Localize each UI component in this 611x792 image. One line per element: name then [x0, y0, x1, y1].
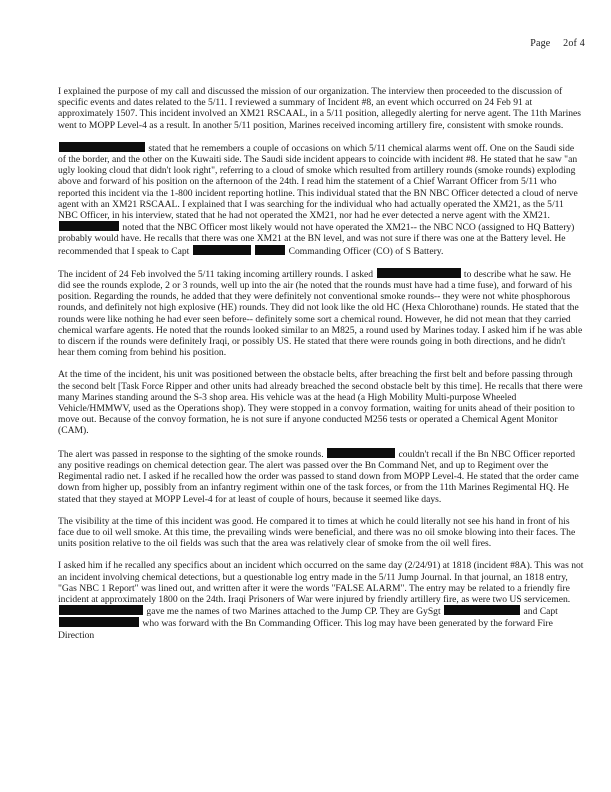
page-number: 2of 4 [563, 38, 585, 49]
paragraph-text: noted that the NBC Officer most likely would not have operated the XM21-- the NBC NCO (assigned to HQ Battery) probably would have. He recalls that there was one XM21 at the BN level, and was not sure if there was one at the Battery level. He recommended that I speak to Capt [58, 222, 575, 257]
redaction-block [59, 142, 145, 152]
paragraph-text: stated that he remembers a couple of occasions on which 5/11 chemical alarms went off. One on the Saudi side of the border, and the other on the Kuwaiti side. The Saudi side incident appears to coincide with incident #8. He stated that he saw "an ugly looking cloud that didn't look right", referring to a cloud of smoke which resulted from artillery rounds (smoke rounds) exploding above and forward of his position on the afternoon of the 24th. I read him the statement of a Chief Warrant Officer from 5/11 who reported this incident via the 1-800 incident reporting hotline. This individual stated that the BN NBC Officer detected a cloud of nerve agent with an XM21 RSCAAL. I explained that I was searching for the individual who had actually operated the XM21, as the 5/11 NBC Officer, in his interview, stated that he had not operated the XM21, nor had he ever detected a nerve agent with the XM21. [58, 142, 578, 222]
page-header [530, 38, 585, 49]
paragraph-visibility [58, 516, 584, 550]
paragraph-alarms [58, 142, 584, 257]
paragraph-text: who was forward with the Bn Commanding Officer. This log may have been generated by the forward Fire Direction [58, 618, 553, 641]
redaction-block [59, 605, 143, 615]
paragraph-text: The alert was passed in response to the sighting of the smoke rounds. [58, 448, 324, 460]
paragraph-incident-24-feb [58, 268, 584, 359]
redaction-block [444, 605, 520, 615]
redaction-block [377, 268, 461, 278]
paragraph-text: Commanding Officer (CO) of S Battery. [288, 245, 444, 257]
paragraph-incident-8a [58, 560, 584, 640]
redaction-block [327, 448, 395, 458]
redaction-block [59, 617, 139, 627]
paragraph-text: to describe what he saw. He did see the rounds explode, 2 or 3 rounds, well up into the air (he noted that the rounds must have had a time fuse), and forward of his position. Regarding the rounds, he added that they were definitely not conventional smoke rounds-- they were not white phosphorous rounds, and definitely not high explosive (HE) rounds. They did not look like the old HC (Hexa Chlorothane) rounds. He stated that the rounds were like nothing he had ever seen before-- definitely some sort a chemical round. However, he did not mean that they carried chemical warfare agents. He noted that the rounds looked similar to an M825, a round used by Marines today. I asked him if he was able to discern if the rounds were definitely Iraqi, or possibly US. He stated that there were rounds going in both directions, and he didn't hear them coming from behind his position. [58, 268, 583, 359]
paragraph-text: couldn't recall if the Bn NBC Officer reported any positive readings on chemical detection gear. The alert was passed over the Bn Command Net, and up to Regiment over the Regimental radio net. I asked if he recalled how the order was passed to stand down from MOPP Level-4. He stated that the order came down from higher up, possibly from an infantry regiment within one of the task forces, or from the 11th Marines Regimental HQ. He stated that they stayed at MOPP Level-4 for at least of couple of hours, because it seemed like days. [58, 448, 579, 505]
paragraph-text: I explained the purpose of my call and discussed the mission of our organization. The interview then proceeded to the discussion of specific events and dates related to the 5/11. I reviewed a summary of Incident #8, an event which occurred on 24 Feb 91 at approximately 1507. This incident involved an XM21 RSCAAL, in a 5/11 position, allegedly alerting for nerve agent. The 11th Marines went to MOPP Level-4 as a result. In another 5/11 position, Marines received incoming artillery fire, consistent with smoke rounds. [58, 86, 582, 131]
paragraph-text: The incident of 24 Feb involved the 5/11 taking incoming artillery rounds. I asked [58, 268, 374, 280]
paragraph-text: The visibility at the time of this incident was good. He compared it to times at which he could literally not see his hand in front of his face due to oil well smoke. At this time, the prevailing winds were beneficial, and there was no oil smoke blowing into their faces. The units position relative to the oil fields was such that the area was relatively clear of smoke from the oil well fires. [58, 515, 576, 550]
paragraph-alert [58, 448, 584, 505]
redaction-block [193, 245, 251, 255]
paragraph-text: and Capt [523, 606, 558, 618]
redaction-block [255, 245, 285, 255]
paragraph-intro [58, 86, 584, 131]
paragraph-unit-position [58, 369, 584, 436]
page-label: Page [530, 38, 551, 49]
paragraph-text: gave me the names of two Marines attached to the Jump CP. They are GySgt [146, 606, 441, 618]
paragraph-text: At the time of the incident, his unit was positioned between the obstacle belts, after breaching the first belt and before passing through the second belt [Task Force Ripper and other units had already breached the second obstacle belt by this time]. He recalls that there were many Marines standing around the S-3 shop area. His vehicle was at the head (a High Mobility Multi-purpose Wheeled Vehicle/HMMWV, used as the Operations shop). They were stopped in a convoy formation, waiting for units ahead of their position to move out. Because of the convoy formation, he is not sure if anyone conducted M256 tests or operated a Chemical Agent Monitor (CAM). [58, 369, 583, 437]
redaction-block [59, 221, 119, 231]
paragraph-text: I asked him if he recalled any specifics about an incident which occurred on the same day (2/24/91) at 1818 (incident #8A). This was not an incident involving chemical detections, but a questionable log entry made in the 5/11 Jump Journal. In that journal, an 1818 entry, "Gas NBC 1 Report" was lined out, and written after it were the words "FALSE ALARM". The entry may be related to a friendly fire incident at approximately 1800 on the 24th. Iraqi Prisoners of War were injured by friendly artillery fire, as were two US servicemen. [58, 560, 584, 605]
document-body [58, 80, 584, 652]
